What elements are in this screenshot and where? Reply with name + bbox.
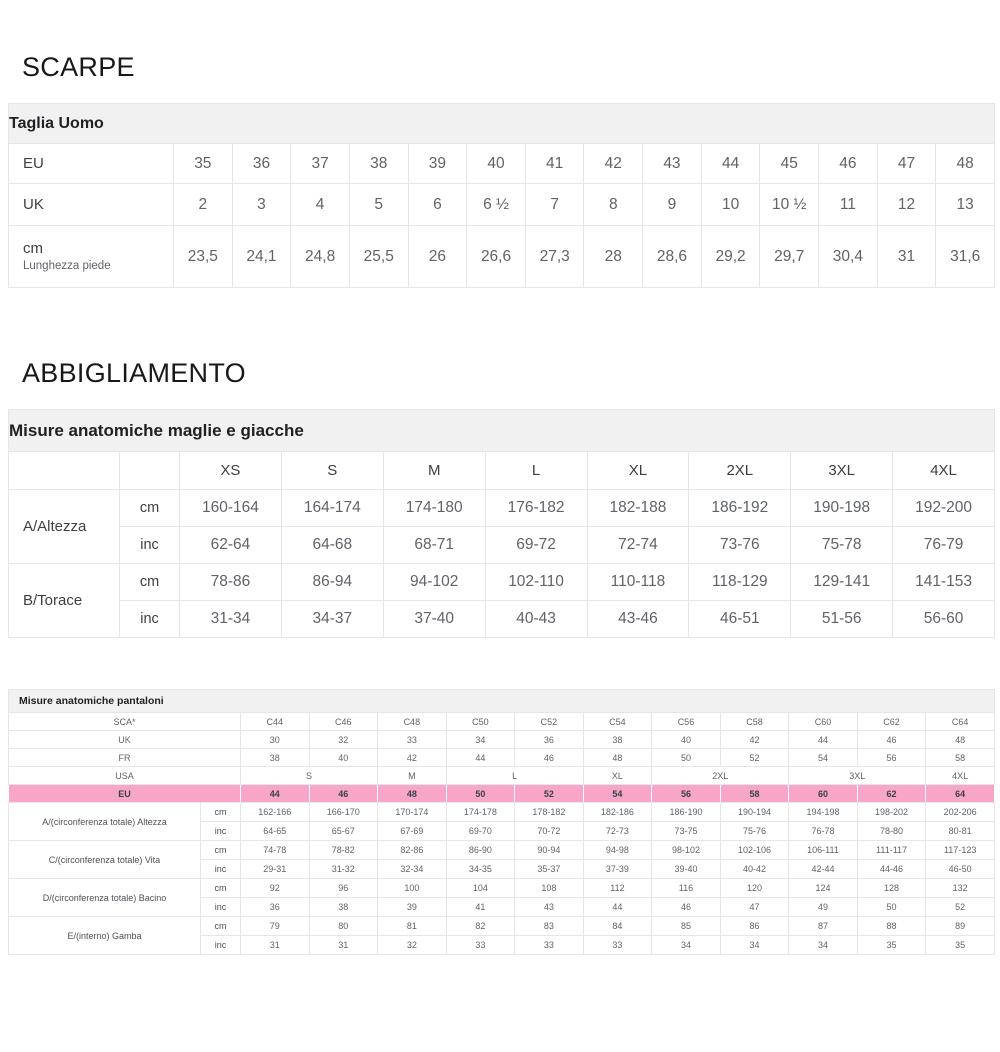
apparel-size-header: 2XL: [689, 452, 791, 490]
unit-cell: cm: [201, 803, 241, 822]
apparel-size-value: 73-76: [689, 527, 791, 564]
apparel-size-value: 190-198: [791, 490, 893, 527]
pants-measure-value: 47: [720, 898, 789, 917]
apparel-size-value: 164-174: [281, 490, 383, 527]
shoes-size-value: 6: [408, 184, 467, 226]
pants-measure-value: 50: [857, 898, 926, 917]
pants-measure-value: 82-86: [378, 841, 447, 860]
pants-usa-size: 2XL: [652, 767, 789, 785]
apparel-size-value: 118-129: [689, 564, 791, 601]
pants-size-value: C46: [309, 713, 378, 731]
pants-measure-value: 83: [515, 917, 584, 936]
pants-measure-value: 198-202: [857, 803, 926, 822]
pants-usa-size: 3XL: [789, 767, 926, 785]
pants-measure-value: 70-72: [515, 822, 584, 841]
pants-measure-value: 46: [652, 898, 721, 917]
pants-size-row: [9, 749, 995, 767]
unit-cell: inc: [120, 527, 180, 564]
pants-measure-value: 69-70: [446, 822, 515, 841]
shoes-row-label-text: cm: [23, 240, 43, 257]
pants-measure-row: [9, 841, 995, 860]
shoes-size-value: 38: [349, 144, 408, 184]
pants-measure-value: 41: [446, 898, 515, 917]
shoes-size-value: 24,1: [232, 226, 291, 288]
pants-size-value: 38: [583, 731, 652, 749]
pants-eu-value: 58: [720, 785, 789, 803]
pants-measure-value: 33: [515, 936, 584, 955]
pants-eu-value: 44: [241, 785, 310, 803]
pants-eu-value: 60: [789, 785, 858, 803]
pants-measure-value: 170-174: [378, 803, 447, 822]
pants-measure-value: 92: [241, 879, 310, 898]
apparel-measure-label: B/Torace: [9, 564, 120, 638]
pants-row-label: USA: [9, 767, 241, 785]
pants-measure-value: 32-34: [378, 860, 447, 879]
pants-measure-value: 80: [309, 917, 378, 936]
pants-eu-value: 62: [857, 785, 926, 803]
shoes-size-table: [8, 103, 995, 288]
pants-eu-value: 48: [378, 785, 447, 803]
pants-measure-value: 49: [789, 898, 858, 917]
shoes-size-value: 8: [584, 184, 643, 226]
pants-measure-value: 178-182: [515, 803, 584, 822]
pants-measure-value: 174-178: [446, 803, 515, 822]
apparel-size-value: 86-94: [281, 564, 383, 601]
pants-measure-value: 79: [241, 917, 310, 936]
unit-cell: inc: [201, 822, 241, 841]
pants-measure-value: 40-42: [720, 860, 789, 879]
shoes-table-title-row: [9, 104, 995, 144]
apparel-size-table: [8, 409, 995, 638]
pants-size-value: 48: [926, 731, 995, 749]
apparel-size-value: 174-180: [383, 490, 485, 527]
pants-size-value: 40: [309, 749, 378, 767]
shoes-size-value: 47: [877, 144, 936, 184]
apparel-size-header: XS: [180, 452, 282, 490]
pants-size-value: C48: [378, 713, 447, 731]
pants-measure-value: 116: [652, 879, 721, 898]
pants-measure-value: 64-65: [241, 822, 310, 841]
pants-size-value: 52: [720, 749, 789, 767]
pants-measure-value: 35: [857, 936, 926, 955]
pants-measure-value: 190-194: [720, 803, 789, 822]
pants-measure-value: 108: [515, 879, 584, 898]
pants-measure-value: 100: [378, 879, 447, 898]
pants-size-value: 42: [378, 749, 447, 767]
pants-measure-value: 33: [446, 936, 515, 955]
pants-measure-value: 29-31: [241, 860, 310, 879]
apparel-size-value: 64-68: [281, 527, 383, 564]
pants-measure-value: 182-186: [583, 803, 652, 822]
shoes-size-value: 41: [525, 144, 584, 184]
pants-size-value: C60: [789, 713, 858, 731]
shoes-size-value: 4: [291, 184, 350, 226]
pants-measure-value: 78-82: [309, 841, 378, 860]
pants-usa-size: XL: [583, 767, 652, 785]
pants-measure-value: 106-111: [789, 841, 858, 860]
pants-size-value: 36: [515, 731, 584, 749]
pants-row-label: EU: [9, 785, 241, 803]
apparel-size-value: 37-40: [383, 601, 485, 638]
shoes-row-label: [9, 226, 174, 288]
pants-row-label: FR: [9, 749, 241, 767]
apparel-size-value: 69-72: [485, 527, 587, 564]
shoes-size-value: 39: [408, 144, 467, 184]
pants-measure-value: 90-94: [515, 841, 584, 860]
pants-size-value: 42: [720, 731, 789, 749]
pants-measure-value: 33: [583, 936, 652, 955]
pants-measure-value: 132: [926, 879, 995, 898]
pants-measure-value: 124: [789, 879, 858, 898]
pants-measure-value: 74-78: [241, 841, 310, 860]
apparel-size-header: 4XL: [893, 452, 995, 490]
pants-size-table: [8, 689, 995, 955]
pants-measure-value: 82: [446, 917, 515, 936]
pants-eu-row: [9, 785, 995, 803]
empty-header-cell: [9, 452, 120, 490]
pants-measure-value: 102-106: [720, 841, 789, 860]
shoes-row: [9, 144, 995, 184]
apparel-size-value: 94-102: [383, 564, 485, 601]
pants-eu-value: 46: [309, 785, 378, 803]
pants-measure-value: 34: [789, 936, 858, 955]
pants-size-value: C52: [515, 713, 584, 731]
apparel-size-header: L: [485, 452, 587, 490]
shoes-size-value: 30,4: [819, 226, 878, 288]
pants-measure-value: 31-32: [309, 860, 378, 879]
shoes-size-value: 2: [174, 184, 233, 226]
shoes-size-value: 26,6: [467, 226, 526, 288]
apparel-size-value: 72-74: [587, 527, 689, 564]
pants-measure-value: 89: [926, 917, 995, 936]
shoes-size-value: 10 ½: [760, 184, 819, 226]
pants-measure-value: 76-78: [789, 822, 858, 841]
pants-size-value: 46: [515, 749, 584, 767]
apparel-size-value: 141-153: [893, 564, 995, 601]
pants-measure-value: 112: [583, 879, 652, 898]
apparel-measure-label: A/Altezza: [9, 490, 120, 564]
pants-size-value: 38: [241, 749, 310, 767]
pants-eu-value: 54: [583, 785, 652, 803]
pants-usa-row: [9, 767, 995, 785]
pants-measure-value: 86-90: [446, 841, 515, 860]
apparel-size-value: 62-64: [180, 527, 282, 564]
apparel-measure-row: [9, 564, 995, 601]
shoes-size-value: 29,7: [760, 226, 819, 288]
pants-measure-value: 34-35: [446, 860, 515, 879]
apparel-size-header: 3XL: [791, 452, 893, 490]
pants-measure-label: A/(circonferenza totale) Altezza: [9, 803, 201, 841]
pants-size-value: 46: [857, 731, 926, 749]
apparel-size-value: 40-43: [485, 601, 587, 638]
pants-measure-row: [9, 917, 995, 936]
pants-size-value: C44: [241, 713, 310, 731]
apparel-table-title: Misure anatomiche maglie e giacche: [9, 410, 995, 452]
shoes-size-value: 31: [877, 226, 936, 288]
shoes-size-value: 24,8: [291, 226, 350, 288]
shoes-size-value: 29,2: [701, 226, 760, 288]
pants-size-value: 33: [378, 731, 447, 749]
shoes-size-value: 40: [467, 144, 526, 184]
pants-measure-value: 36: [241, 898, 310, 917]
apparel-size-header: XL: [587, 452, 689, 490]
shoes-size-value: 7: [525, 184, 584, 226]
unit-cell: cm: [201, 917, 241, 936]
pants-measure-value: 67-69: [378, 822, 447, 841]
pants-measure-value: 72-73: [583, 822, 652, 841]
pants-size-value: C64: [926, 713, 995, 731]
shoes-size-value: 37: [291, 144, 350, 184]
apparel-size-header: M: [383, 452, 485, 490]
pants-measure-value: 128: [857, 879, 926, 898]
pants-size-row: [9, 713, 995, 731]
pants-measure-value: 32: [378, 936, 447, 955]
apparel-size-value: 192-200: [893, 490, 995, 527]
shoes-row-label-text: UK: [23, 196, 44, 213]
pants-size-value: 44: [446, 749, 515, 767]
pants-eu-value: 50: [446, 785, 515, 803]
pants-measure-value: 46-50: [926, 860, 995, 879]
pants-measure-value: 80-81: [926, 822, 995, 841]
pants-measure-value: 73-75: [652, 822, 721, 841]
pants-size-value: 44: [789, 731, 858, 749]
pants-size-value: 48: [583, 749, 652, 767]
pants-measure-row: [9, 879, 995, 898]
shoes-size-value: 28,6: [643, 226, 702, 288]
unit-cell: cm: [120, 490, 180, 527]
pants-measure-value: 78-80: [857, 822, 926, 841]
pants-measure-value: 186-190: [652, 803, 721, 822]
section-heading-apparel: ABBIGLIAMENTO: [22, 358, 246, 388]
unit-cell: cm: [201, 879, 241, 898]
shoes-size-value: 43: [643, 144, 702, 184]
pants-usa-size: 4XL: [926, 767, 995, 785]
apparel-size-value: 78-86: [180, 564, 282, 601]
empty-header-cell: [120, 452, 180, 490]
pants-measure-value: 42-44: [789, 860, 858, 879]
shoes-size-value: 10: [701, 184, 760, 226]
pants-eu-value: 64: [926, 785, 995, 803]
shoes-size-value: 26: [408, 226, 467, 288]
shoes-size-value: 27,3: [525, 226, 584, 288]
pants-measure-value: 35: [926, 936, 995, 955]
shoes-size-value: 23,5: [174, 226, 233, 288]
pants-size-value: C58: [720, 713, 789, 731]
pants-measure-row: [9, 803, 995, 822]
pants-measure-value: 166-170: [309, 803, 378, 822]
unit-cell: cm: [120, 564, 180, 601]
shoes-size-value: 11: [819, 184, 878, 226]
shoes-size-value: 45: [760, 144, 819, 184]
shoes-size-value: 12: [877, 184, 936, 226]
apparel-size-header: S: [281, 452, 383, 490]
shoes-size-value: 3: [232, 184, 291, 226]
pants-size-value: C62: [857, 713, 926, 731]
shoes-table-title: Taglia Uomo: [9, 104, 995, 144]
apparel-size-value: 75-78: [791, 527, 893, 564]
pants-size-value: C56: [652, 713, 721, 731]
pants-measure-value: 120: [720, 879, 789, 898]
pants-measure-value: 38: [309, 898, 378, 917]
pants-eu-value: 56: [652, 785, 721, 803]
pants-measure-value: 162-166: [241, 803, 310, 822]
pants-size-value: 54: [789, 749, 858, 767]
pants-eu-value: 52: [515, 785, 584, 803]
pants-size-value: 30: [241, 731, 310, 749]
pants-measure-value: 88: [857, 917, 926, 936]
pants-size-row: [9, 731, 995, 749]
pants-table-title-row: [9, 690, 995, 713]
pants-measure-value: 194-198: [789, 803, 858, 822]
pants-measure-value: 104: [446, 879, 515, 898]
shoes-size-value: 35: [174, 144, 233, 184]
pants-measure-value: 87: [789, 917, 858, 936]
shoes-row-label-text: EU: [23, 155, 44, 172]
pants-table-title: Misure anatomiche pantaloni: [9, 690, 995, 713]
apparel-size-value: 129-141: [791, 564, 893, 601]
pants-usa-size: S: [241, 767, 378, 785]
apparel-measure-row: [9, 601, 995, 638]
apparel-size-value: 102-110: [485, 564, 587, 601]
apparel-size-value: 76-79: [893, 527, 995, 564]
pants-measure-label: C/(circonferenza totale) Vita: [9, 841, 201, 879]
shoes-row: [9, 184, 995, 226]
shoes-size-value: 36: [232, 144, 291, 184]
apparel-measure-row: [9, 527, 995, 564]
pants-measure-value: 86: [720, 917, 789, 936]
unit-cell: inc: [120, 601, 180, 638]
shoes-size-value: 5: [349, 184, 408, 226]
shoes-size-value: 46: [819, 144, 878, 184]
pants-measure-value: 111-117: [857, 841, 926, 860]
pants-measure-value: 75-76: [720, 822, 789, 841]
pants-measure-value: 94-98: [583, 841, 652, 860]
shoes-size-value: 31,6: [936, 226, 995, 288]
pants-measure-value: 81: [378, 917, 447, 936]
apparel-size-value: 110-118: [587, 564, 689, 601]
pants-measure-value: 52: [926, 898, 995, 917]
pants-measure-value: 35-37: [515, 860, 584, 879]
pants-measure-value: 85: [652, 917, 721, 936]
unit-cell: inc: [201, 936, 241, 955]
shoes-size-value: 25,5: [349, 226, 408, 288]
apparel-size-value: 182-188: [587, 490, 689, 527]
apparel-size-value: 43-46: [587, 601, 689, 638]
pants-row-label: UK: [9, 731, 241, 749]
apparel-size-header-row: [9, 452, 995, 490]
pants-size-value: 58: [926, 749, 995, 767]
pants-measure-value: 84: [583, 917, 652, 936]
shoes-size-value: 48: [936, 144, 995, 184]
pants-measure-value: 44: [583, 898, 652, 917]
apparel-size-value: 160-164: [180, 490, 282, 527]
pants-measure-value: 202-206: [926, 803, 995, 822]
pants-size-value: 56: [857, 749, 926, 767]
pants-measure-value: 34: [720, 936, 789, 955]
pants-measure-value: 44-46: [857, 860, 926, 879]
pants-measure-value: 39-40: [652, 860, 721, 879]
apparel-size-value: 34-37: [281, 601, 383, 638]
unit-cell: cm: [201, 841, 241, 860]
apparel-measure-row: [9, 490, 995, 527]
apparel-size-value: 51-56: [791, 601, 893, 638]
pants-measure-label: D/(circonferenza totale) Bacino: [9, 879, 201, 917]
shoes-size-value: 9: [643, 184, 702, 226]
pants-measure-value: 31: [241, 936, 310, 955]
apparel-size-value: 176-182: [485, 490, 587, 527]
pants-measure-value: 117-123: [926, 841, 995, 860]
pants-measure-value: 96: [309, 879, 378, 898]
apparel-table-title-row: [9, 410, 995, 452]
pants-size-value: 40: [652, 731, 721, 749]
shoes-row: [9, 226, 995, 288]
pants-measure-value: 98-102: [652, 841, 721, 860]
pants-size-value: C54: [583, 713, 652, 731]
unit-cell: inc: [201, 860, 241, 879]
shoes-size-value: 44: [701, 144, 760, 184]
pants-row-label: SCA*: [9, 713, 241, 731]
pants-size-value: 50: [652, 749, 721, 767]
unit-cell: inc: [201, 898, 241, 917]
apparel-size-value: 31-34: [180, 601, 282, 638]
shoes-size-value: 42: [584, 144, 643, 184]
pants-measure-label: E/(interno) Gamba: [9, 917, 201, 955]
pants-measure-value: 31: [309, 936, 378, 955]
apparel-size-value: 186-192: [689, 490, 791, 527]
shoes-row-sublabel: Lunghezza piede: [23, 260, 111, 272]
pants-size-value: 32: [309, 731, 378, 749]
pants-measure-value: 37-39: [583, 860, 652, 879]
apparel-size-value: 56-60: [893, 601, 995, 638]
pants-measure-value: 34: [652, 936, 721, 955]
pants-usa-size: L: [446, 767, 583, 785]
section-heading-shoes: SCARPE: [22, 52, 135, 82]
shoes-row-label: [9, 144, 174, 184]
shoes-size-value: 13: [936, 184, 995, 226]
shoes-row-label: [9, 184, 174, 226]
pants-usa-size: M: [378, 767, 447, 785]
apparel-size-value: 68-71: [383, 527, 485, 564]
pants-size-value: 34: [446, 731, 515, 749]
shoes-size-value: 6 ½: [467, 184, 526, 226]
pants-size-value: C50: [446, 713, 515, 731]
pants-measure-value: 43: [515, 898, 584, 917]
pants-measure-value: 39: [378, 898, 447, 917]
apparel-size-value: 46-51: [689, 601, 791, 638]
shoes-size-value: 28: [584, 226, 643, 288]
size-guide-page: [0, 52, 1000, 955]
pants-measure-value: 65-67: [309, 822, 378, 841]
